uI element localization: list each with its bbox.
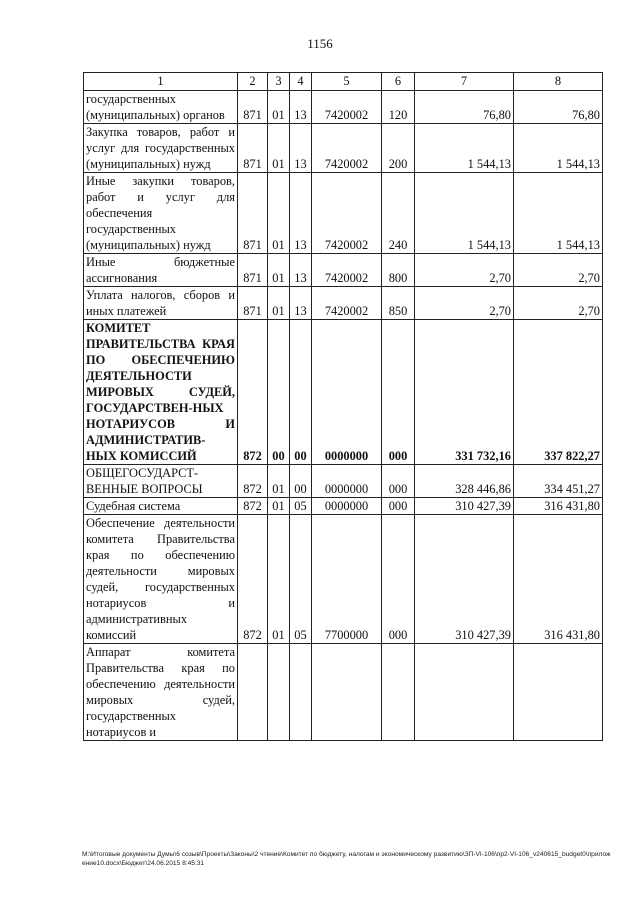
amount-2017-cell: 1 544,13 [514,124,603,173]
amount-2017-cell [514,644,603,741]
subsection-cell: 13 [290,91,312,124]
table-row [84,498,603,515]
subsection-cell: 05 [290,498,312,515]
section-cell: 01 [268,91,290,124]
target-article-cell: 7420002 [312,254,382,287]
row-name-cell: ОБЩЕГОСУДАРСТ-ВЕННЫЕ ВОПРОСЫ [84,465,238,498]
amount-2017-cell: 2,70 [514,254,603,287]
amount-2017-cell: 316 431,80 [514,498,603,515]
amount-2016-cell: 2,70 [415,287,514,320]
target-article-cell: 7420002 [312,173,382,254]
amount-2017-cell: 316 431,80 [514,515,603,644]
section-cell: 01 [268,498,290,515]
budget-table [83,72,603,741]
amount-2016-cell: 331 732,16 [415,320,514,465]
amount-2016-cell: 310 427,39 [415,515,514,644]
row-name-cell: Иные бюджетные ассигнования [84,254,238,287]
row-name-cell: государственных (муниципальных) органов [84,91,238,124]
amount-2017-cell: 2,70 [514,287,603,320]
column-header: 7 [415,73,514,91]
amount-2016-cell: 2,70 [415,254,514,287]
admin-code-cell: 872 [238,320,268,465]
row-name-cell: Закупка товаров, работ и услуг для государственных (муниципальных) нужд [84,124,238,173]
admin-code-cell [238,644,268,741]
amount-2017-cell: 1 544,13 [514,173,603,254]
section-cell: 01 [268,515,290,644]
admin-code-cell: 871 [238,287,268,320]
section-cell: 01 [268,173,290,254]
amount-2016-cell: 1 544,13 [415,124,514,173]
subsection-cell: 13 [290,254,312,287]
table-row [84,124,603,173]
table-row [84,465,603,498]
amount-2017-cell: 334 451,27 [514,465,603,498]
target-article-cell: 7420002 [312,287,382,320]
subsection-cell: 13 [290,287,312,320]
table-row [84,287,603,320]
expense-type-cell: 000 [382,465,415,498]
expense-type-cell: 000 [382,498,415,515]
page-number: 1156 [307,36,333,51]
column-header: 6 [382,73,415,91]
target-article-cell: 0000000 [312,465,382,498]
table-row [84,91,603,124]
expense-type-cell: 800 [382,254,415,287]
amount-2016-cell: 1 544,13 [415,173,514,254]
admin-code-cell: 871 [238,124,268,173]
table-row [84,515,603,644]
table-row [84,254,603,287]
amount-2016-cell [415,644,514,741]
table-row [84,173,603,254]
amount-2016-cell: 76,80 [415,91,514,124]
expense-type-cell: 000 [382,320,415,465]
section-cell: 01 [268,287,290,320]
row-name-cell: КОМИТЕТ ПРАВИТЕЛЬСТВА КРАЯ ПО ОБЕСПЕЧЕНИЮ ДЕЯТЕЛЬНОСТИ МИРОВЫХ СУДЕЙ, ГОСУДАРСТВЕН-НЫХ НОТАРИУСОВ И АДМИНИСТРАТИВ-НЫХ КОМИССИЙ [84,320,238,465]
row-name-cell: Судебная система [84,498,238,515]
column-header: 8 [514,73,603,91]
section-cell [268,644,290,741]
section-cell: 01 [268,465,290,498]
column-header: 3 [268,73,290,91]
admin-code-cell: 872 [238,498,268,515]
subsection-cell: 00 [290,465,312,498]
column-header: 5 [312,73,382,91]
expense-type-cell: 000 [382,515,415,644]
table-row [84,320,603,465]
expense-type-cell: 120 [382,91,415,124]
table-body [84,91,603,741]
amount-2017-cell: 76,80 [514,91,603,124]
target-article-cell: 7700000 [312,515,382,644]
target-article-cell: 7420002 [312,91,382,124]
column-header: 2 [238,73,268,91]
row-name-cell: Обеспечение деятельности комитета Правительства края по обеспечению деятельности мировых судей, государственных нотариусов и административных комиссий [84,515,238,644]
admin-code-cell: 872 [238,465,268,498]
subsection-cell [290,644,312,741]
amount-2017-cell: 337 822,27 [514,320,603,465]
row-name-cell: Иные закупки товаров, работ и услуг для обеспечения государственных (муниципальных) нужд [84,173,238,254]
column-header: 1 [84,73,238,91]
section-cell: 01 [268,254,290,287]
subsection-cell: 13 [290,124,312,173]
target-article-cell: 7420002 [312,124,382,173]
section-cell: 00 [268,320,290,465]
table-header-row [84,73,603,91]
table-row [84,644,603,741]
column-header: 4 [290,73,312,91]
target-article-cell: 0000000 [312,320,382,465]
row-name-cell: Аппарат комитета Правительства края по обеспечению деятельности мировых судей, государственных нотариусов и [84,644,238,741]
expense-type-cell: 240 [382,173,415,254]
admin-code-cell: 872 [238,515,268,644]
target-article-cell [312,644,382,741]
amount-2016-cell: 328 446,86 [415,465,514,498]
row-name-cell: Уплата налогов, сборов и иных платежей [84,287,238,320]
amount-2016-cell: 310 427,39 [415,498,514,515]
expense-type-cell [382,644,415,741]
admin-code-cell: 871 [238,173,268,254]
subsection-cell: 00 [290,320,312,465]
admin-code-cell: 871 [238,254,268,287]
expense-type-cell: 850 [382,287,415,320]
admin-code-cell: 871 [238,91,268,124]
expense-type-cell: 200 [382,124,415,173]
target-article-cell: 0000000 [312,498,382,515]
section-cell: 01 [268,124,290,173]
subsection-cell: 05 [290,515,312,644]
file-path-footer: M:\Итоговые документы Думы\6 созыв\Проекты\Законы\2 чтение\Комитет по бюджету, налогам и экономическому развитию\ЗП-VI-106\пр2-VI-106_v240615_budget0\приложение10.docx\Бюджет\24.06.2015 8:45:31 [82,851,611,867]
subsection-cell: 13 [290,173,312,254]
